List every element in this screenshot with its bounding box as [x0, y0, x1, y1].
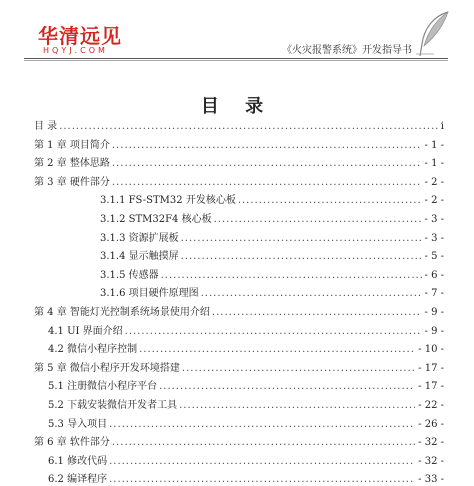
- toc-entry-label: 6.1 修改代码: [48, 456, 108, 467]
- toc-entry-page: - 3 -: [424, 214, 444, 225]
- toc-leader-dots: [112, 139, 422, 152]
- toc-leader-dots: [181, 250, 422, 263]
- toc-entry-page: - 2 -: [424, 177, 444, 188]
- toc-entry[interactable]: [48, 343, 444, 356]
- logo-english-text: HQYJ.COM: [43, 46, 108, 55]
- toc-leader-dots: [238, 194, 422, 207]
- brand-logo: [38, 26, 122, 55]
- toc-heading: 目 录: [200, 96, 274, 117]
- toc-entry[interactable]: [34, 306, 444, 319]
- toc-entry-label: 第 6 章 软件部分: [34, 437, 110, 448]
- toc-entry-page: - 6 -: [424, 270, 444, 281]
- toc-entry[interactable]: [48, 418, 444, 431]
- toc-entry-page: - 32 -: [418, 437, 444, 448]
- toc-entry-page: i: [440, 121, 444, 132]
- toc-entry-label: 3.1.2 STM32F4 核心板: [100, 214, 212, 225]
- toc-entry-label: 第 1 章 项目简介: [34, 140, 110, 151]
- toc-entry-label: 第 2 章 整体思路: [34, 158, 110, 169]
- toc-entry-label: 3.1.4 显示触摸屏: [100, 251, 179, 262]
- toc-entry-label: 第 3 章 硬件部分: [34, 177, 110, 188]
- toc-entry[interactable]: [100, 269, 444, 282]
- toc-entry-page: - 1 -: [424, 158, 444, 169]
- toc-entry-page: - 32 -: [418, 456, 444, 467]
- toc-leader-dots: [182, 362, 415, 375]
- toc-entry[interactable]: [100, 232, 444, 245]
- toc-entry-page: - 1 -: [424, 140, 444, 151]
- toc-entry-page: - 22 -: [418, 400, 444, 411]
- toc-entry-page: - 2 -: [424, 195, 444, 206]
- toc-entry-page: - 3 -: [424, 233, 444, 244]
- toc-entry-page: - 9 -: [424, 307, 444, 318]
- toc-entry-page: - 7 -: [424, 288, 444, 299]
- toc-leader-dots: [212, 306, 422, 319]
- toc-entry-label: 第 5 章 微信小程序开发环境搭建: [34, 363, 180, 374]
- toc-leader-dots: [214, 213, 422, 226]
- toc-leader-dots: [139, 343, 415, 356]
- toc-entry-label: 目 录: [34, 121, 58, 132]
- toc-entry-label: 5.2 下载安装微信开发者工具: [48, 400, 178, 411]
- toc-entry-page: - 26 -: [418, 419, 444, 430]
- toc-entry-label: 4.2 微信小程序控制: [48, 344, 138, 355]
- toc-entry-page: - 17 -: [418, 381, 444, 392]
- toc-entry-page: - 33 -: [418, 474, 444, 485]
- toc-entry-label: 6.2 编译程序: [48, 474, 108, 485]
- header-divider: [24, 58, 448, 61]
- toc-entry-page: - 9 -: [424, 326, 444, 337]
- toc-entry[interactable]: [34, 436, 444, 449]
- toc-entry[interactable]: [34, 176, 444, 189]
- toc-leader-dots: [161, 269, 422, 282]
- toc-entry-label: 第 4 章 智能灯光控制系统场景使用介绍: [34, 307, 210, 318]
- toc-entry-label: 3.1.1 FS-STM32 开发核心板: [100, 195, 236, 206]
- toc-leader-dots: [179, 399, 415, 412]
- toc-leader-dots: [109, 473, 415, 486]
- toc-leader-dots: [112, 157, 422, 170]
- toc-entry-label: 3.1.5 传感器: [100, 270, 159, 281]
- toc-entry[interactable]: [100, 194, 444, 207]
- toc-entry[interactable]: [48, 455, 444, 468]
- toc-entry-label: 5.3 导入项目: [48, 419, 108, 430]
- toc-entry[interactable]: [48, 380, 444, 393]
- toc-entry[interactable]: [100, 213, 444, 226]
- toc-leader-dots: [181, 232, 422, 245]
- toc-entry[interactable]: [34, 362, 444, 375]
- toc-entry-page: - 5 -: [424, 251, 444, 262]
- toc-entry[interactable]: [48, 325, 444, 338]
- toc-entry-label: 5.1 注册微信小程序平台: [48, 381, 158, 392]
- toc-leader-dots: [112, 176, 422, 189]
- toc-entry[interactable]: [34, 139, 444, 152]
- toc-leader-dots: [59, 120, 438, 133]
- logo-chinese-text: 华清远见: [38, 24, 122, 48]
- toc-leader-dots: [112, 436, 415, 449]
- page-header: [0, 0, 474, 66]
- toc-entry-label: 3.1.3 资源扩展板: [100, 233, 179, 244]
- toc-entry-label: 4.1 UI 界面介绍: [48, 326, 123, 337]
- toc-leader-dots: [201, 287, 422, 300]
- toc-entry[interactable]: [100, 287, 444, 300]
- toc-entry[interactable]: [48, 473, 444, 486]
- toc-leader-dots: [109, 418, 415, 431]
- toc-leader-dots: [159, 380, 415, 393]
- feather-quill-icon: [414, 10, 454, 60]
- toc-entry[interactable]: [34, 120, 444, 133]
- book-title: 《火灾报警系统》开发指导书: [282, 45, 412, 56]
- toc-leader-dots: [109, 455, 415, 468]
- toc-entry[interactable]: [34, 157, 444, 170]
- toc-entry[interactable]: [100, 250, 444, 263]
- toc-entry[interactable]: [48, 399, 444, 412]
- toc-leader-dots: [125, 325, 422, 338]
- toc-entry-page: - 17 -: [418, 363, 444, 374]
- toc-entry-page: - 10 -: [418, 344, 444, 355]
- toc-entry-label: 3.1.6 项目硬件原理图: [100, 288, 199, 299]
